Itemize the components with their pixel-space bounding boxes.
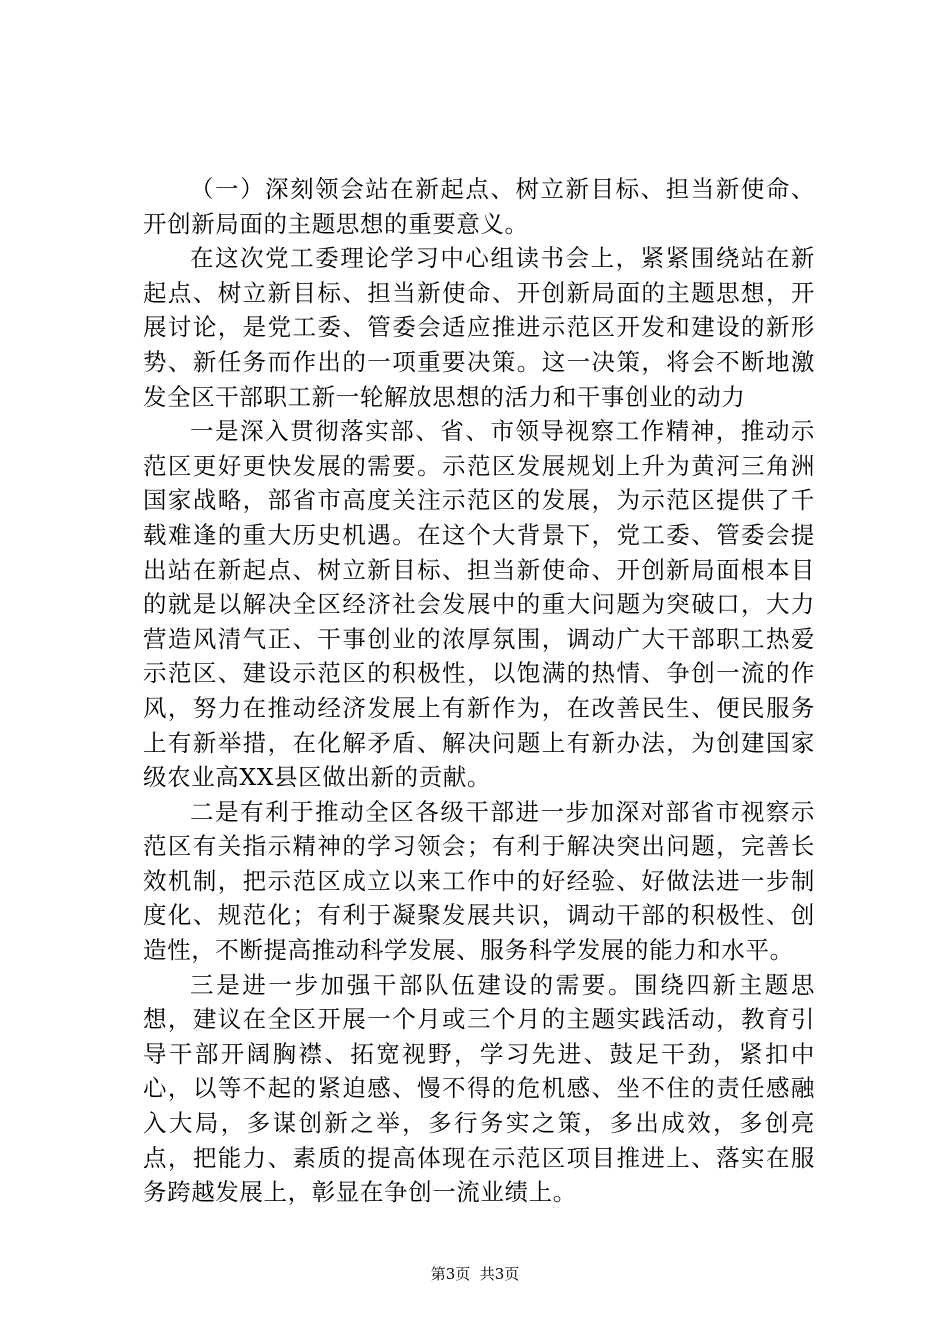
- paragraph: 在这次党工委理论学习中心组读书会上，紧紧围绕站在新起点、树立新目标、担当新使命、开创新局面的主题思想，开展讨论，是党工委、管委会适应推进示范区开发和建设的新形势、新任务而作出的一项重要决策。这一决策，将会不断地激发全区干部职工新一轮解放思想的活力和干事创业的动力: [143, 244, 815, 411]
- page-footer: 第3页 共3页: [430, 1265, 520, 1283]
- paragraph: 三是进一步加强干部队伍建设的需要。围绕四新主题思想，建议在全区开展一个月或三个月的主题实践活动，教育引导干部开阔胸襟、拓宽视野，学习先进、鼓足干劲，紧扣中心，以等不起的紧迫感、慢不得的危机感、坐不住的责任感融入大局，多谋创新之举，多行务实之策，多出成效，多创亮点，把能力、素质的提高体现在示范区项目推进上、落实在服务跨越发展上，彰显在争创一流业绩上。: [143, 970, 815, 1207]
- document-body: [143, 172, 815, 1210]
- paragraph-heading: （一）深刻领会站在新起点、树立新目标、担当新使命、开创新局面的主题思想的重要意义。: [143, 175, 815, 238]
- paragraph: 一是深入贯彻落实部、省、市领导视察工作精神，推动示范区更好更快发展的需要。示范区发展规划上升为黄河三角洲国家战略，部省市高度关注示范区的发展，为示范区提供了千载难逢的重大历史机遇。在这个大背景下，党工委、管委会提出站在新起点、树立新目标、担当新使命、开创新局面根本目的就是以解决全区经济社会发展中的重大问题为突破口，大力营造风清气正、干事创业的浓厚氛围，调动广大干部职工热爱示范区、建设示范区的积极性，以饱满的热情、争创一流的作风，努力在推动经济发展上有新作为，在改善民生、便民服务上有新举措，在化解矛盾、解决问题上有新办法，为创建国家级农业高XX县区做出新的贡献。: [143, 417, 815, 792]
- paragraph: 二是有利于推动全区各级干部进一步加深对部省市视察示范区有关指示精神的学习领会；有利于解决突出问题，完善长效机制，把示范区成立以来工作中的好经验、好做法进一步制度化、规范化；有利于凝聚发展共识，调动干部的积极性、创造性，不断提高推动科学发展、服务科学发展的能力和水平。: [143, 797, 815, 965]
